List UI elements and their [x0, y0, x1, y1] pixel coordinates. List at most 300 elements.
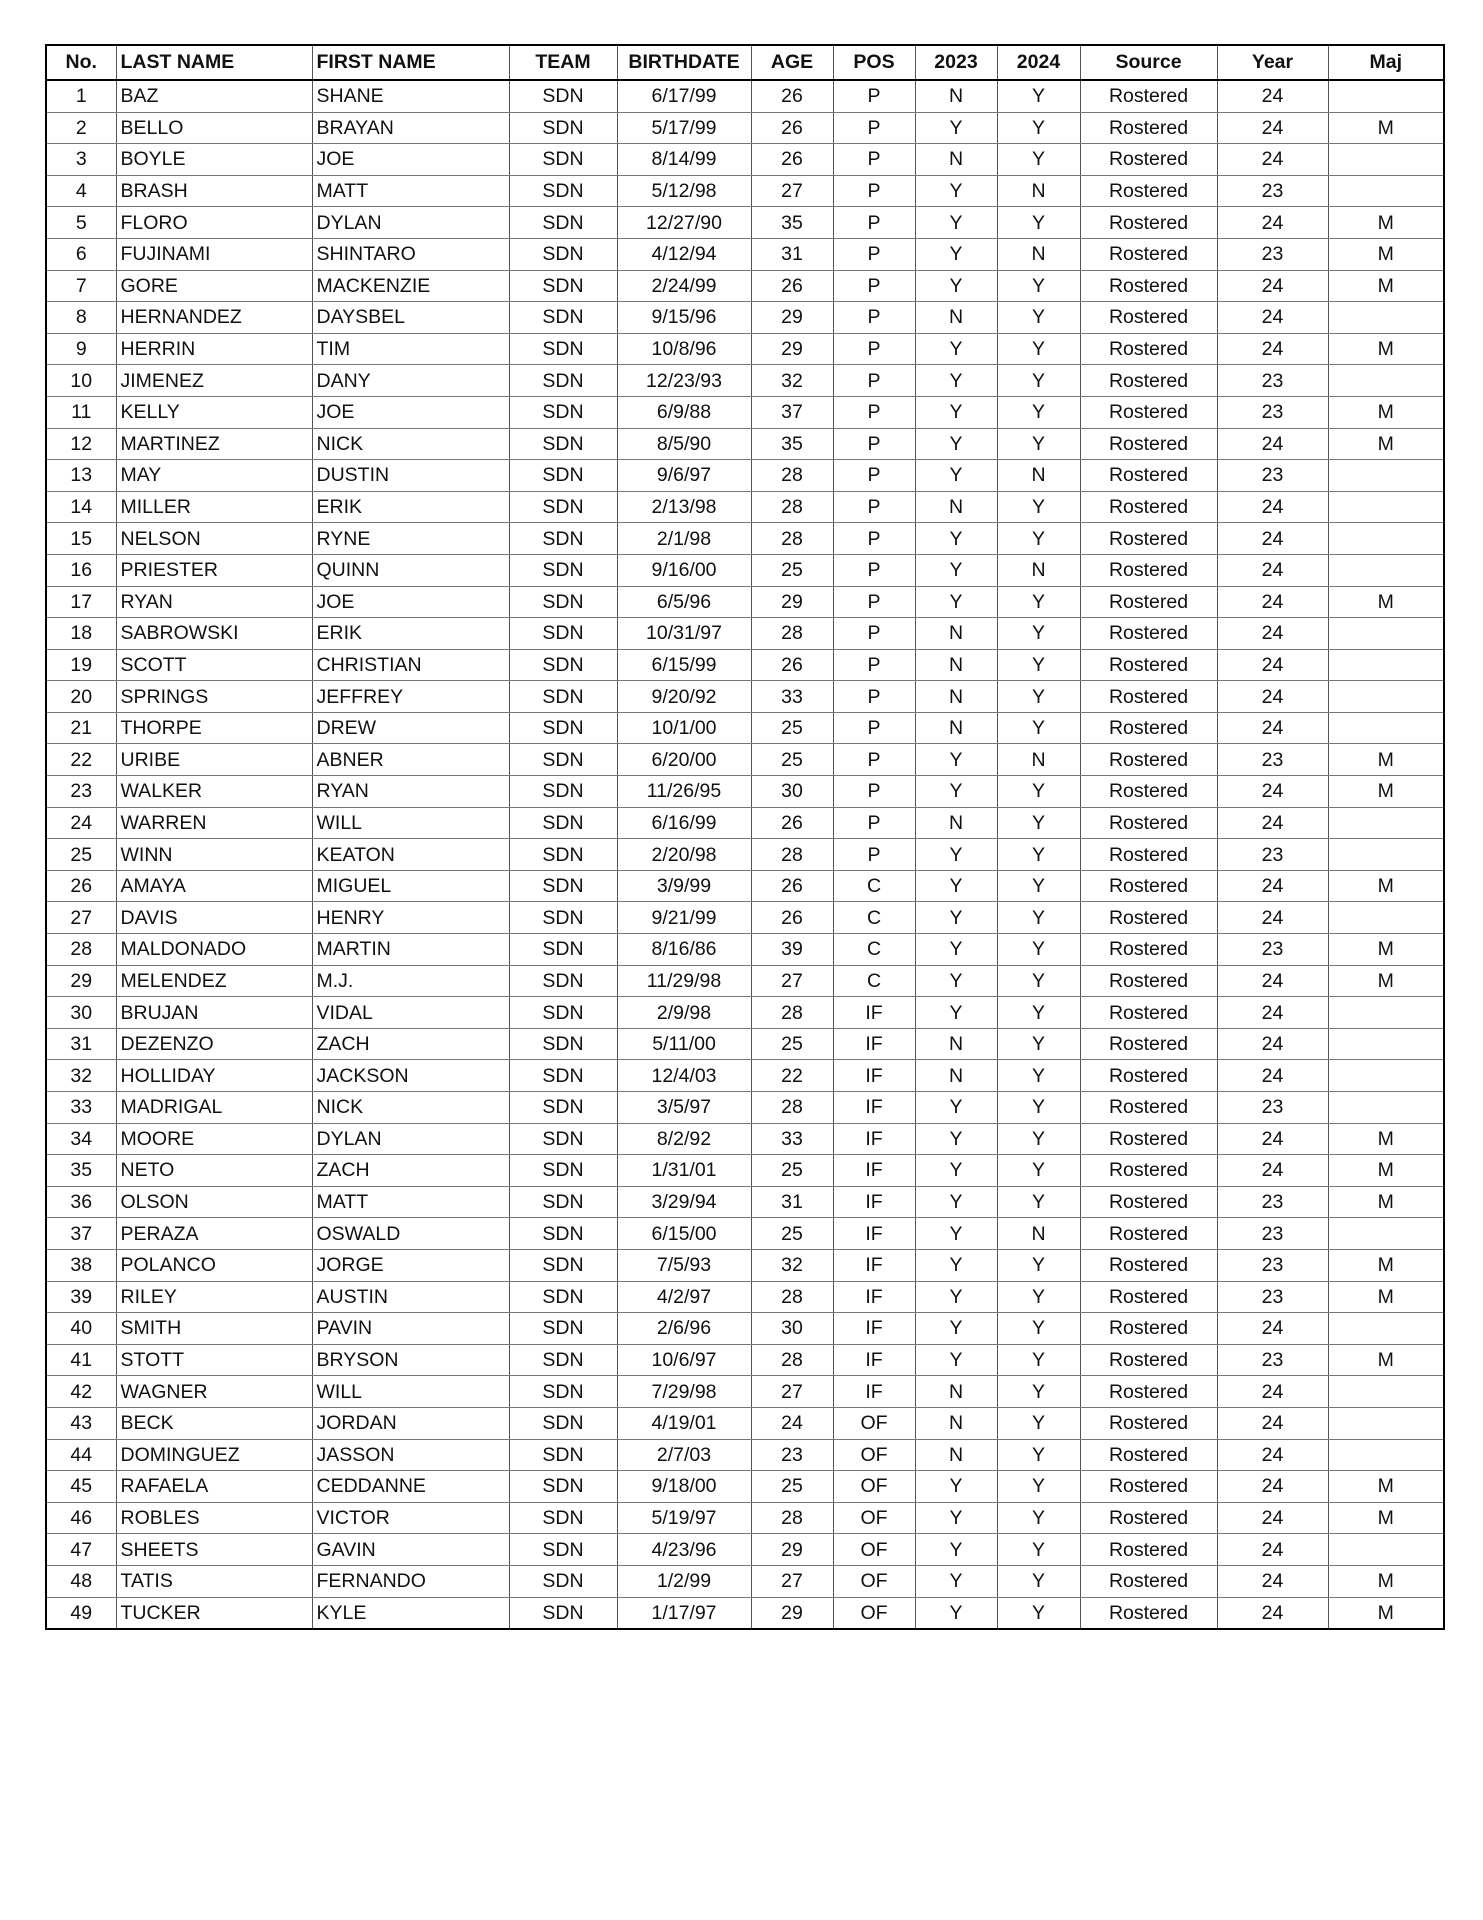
cell-birthdate: 6/16/99	[617, 807, 751, 839]
cell-no: 34	[46, 1123, 116, 1155]
cell-2024: Y	[997, 807, 1080, 839]
cell-first-name: DYLAN	[312, 1123, 509, 1155]
table-row	[46, 902, 1444, 934]
cell-team: SDN	[509, 902, 617, 934]
cell-team: SDN	[509, 1281, 617, 1313]
cell-last-name: STOTT	[116, 1344, 312, 1376]
cell-last-name: SPRINGS	[116, 681, 312, 713]
cell-source: Rostered	[1080, 428, 1217, 460]
cell-pos: P	[833, 112, 915, 144]
table-row	[46, 460, 1444, 492]
cell-2023: Y	[915, 270, 997, 302]
cell-2023: Y	[915, 207, 997, 239]
cell-year: 23	[1217, 365, 1328, 397]
cell-last-name: HOLLIDAY	[116, 1060, 312, 1092]
cell-pos: P	[833, 712, 915, 744]
cell-first-name: JACKSON	[312, 1060, 509, 1092]
cell-age: 25	[751, 1155, 833, 1187]
cell-no: 37	[46, 1218, 116, 1250]
cell-team: SDN	[509, 112, 617, 144]
cell-no: 21	[46, 712, 116, 744]
cell-first-name: MATT	[312, 1186, 509, 1218]
cell-source: Rostered	[1080, 934, 1217, 966]
cell-first-name: RYNE	[312, 523, 509, 555]
cell-2023: Y	[915, 1218, 997, 1250]
cell-source: Rostered	[1080, 1471, 1217, 1503]
cell-first-name: MACKENZIE	[312, 270, 509, 302]
cell-first-name: ERIK	[312, 491, 509, 523]
cell-team: SDN	[509, 428, 617, 460]
cell-no: 45	[46, 1471, 116, 1503]
cell-age: 31	[751, 238, 833, 270]
cell-pos: P	[833, 649, 915, 681]
col-header-maj: Maj	[1328, 45, 1444, 80]
cell-source: Rostered	[1080, 870, 1217, 902]
cell-first-name: WILL	[312, 1376, 509, 1408]
cell-2023: Y	[915, 744, 997, 776]
cell-age: 26	[751, 144, 833, 176]
cell-birthdate: 10/8/96	[617, 333, 751, 365]
cell-pos: IF	[833, 1060, 915, 1092]
cell-maj: M	[1328, 238, 1444, 270]
cell-2024: Y	[997, 934, 1080, 966]
table-row	[46, 1155, 1444, 1187]
cell-pos: IF	[833, 1281, 915, 1313]
cell-2024: N	[997, 175, 1080, 207]
cell-age: 29	[751, 302, 833, 334]
cell-team: SDN	[509, 1597, 617, 1629]
cell-birthdate: 8/14/99	[617, 144, 751, 176]
cell-first-name: CHRISTIAN	[312, 649, 509, 681]
table-row	[46, 112, 1444, 144]
cell-last-name: BECK	[116, 1407, 312, 1439]
cell-2024: Y	[997, 1471, 1080, 1503]
cell-last-name: GORE	[116, 270, 312, 302]
col-header-first-name: FIRST NAME	[312, 45, 509, 80]
cell-source: Rostered	[1080, 112, 1217, 144]
cell-2024: Y	[997, 1502, 1080, 1534]
cell-age: 28	[751, 997, 833, 1029]
cell-maj	[1328, 523, 1444, 555]
cell-year: 24	[1217, 1471, 1328, 1503]
table-row	[46, 270, 1444, 302]
table-row	[46, 586, 1444, 618]
cell-maj: M	[1328, 1281, 1444, 1313]
cell-2024: Y	[997, 839, 1080, 871]
cell-maj: M	[1328, 396, 1444, 428]
table-row	[46, 302, 1444, 334]
cell-pos: P	[833, 618, 915, 650]
cell-source: Rostered	[1080, 1028, 1217, 1060]
col-header-year: Year	[1217, 45, 1328, 80]
cell-source: Rostered	[1080, 175, 1217, 207]
cell-year: 24	[1217, 776, 1328, 808]
cell-year: 23	[1217, 1092, 1328, 1124]
cell-maj	[1328, 1407, 1444, 1439]
cell-age: 26	[751, 807, 833, 839]
cell-age: 29	[751, 1597, 833, 1629]
cell-team: SDN	[509, 554, 617, 586]
cell-pos: C	[833, 934, 915, 966]
cell-year: 24	[1217, 870, 1328, 902]
cell-2023: Y	[915, 1597, 997, 1629]
cell-first-name: PAVIN	[312, 1313, 509, 1345]
cell-source: Rostered	[1080, 302, 1217, 334]
cell-first-name: ZACH	[312, 1028, 509, 1060]
cell-no: 15	[46, 523, 116, 555]
cell-birthdate: 11/26/95	[617, 776, 751, 808]
table-row	[46, 175, 1444, 207]
cell-2023: Y	[915, 460, 997, 492]
cell-last-name: THORPE	[116, 712, 312, 744]
cell-last-name: ROBLES	[116, 1502, 312, 1534]
cell-2024: Y	[997, 365, 1080, 397]
cell-2023: N	[915, 1407, 997, 1439]
cell-no: 25	[46, 839, 116, 871]
cell-first-name: BRAYAN	[312, 112, 509, 144]
cell-team: SDN	[509, 238, 617, 270]
cell-last-name: SABROWSKI	[116, 618, 312, 650]
cell-2023: Y	[915, 1471, 997, 1503]
cell-first-name: NICK	[312, 428, 509, 460]
cell-maj: M	[1328, 586, 1444, 618]
cell-team: SDN	[509, 712, 617, 744]
cell-birthdate: 7/29/98	[617, 1376, 751, 1408]
cell-birthdate: 1/2/99	[617, 1565, 751, 1597]
table-row	[46, 396, 1444, 428]
cell-first-name: BRYSON	[312, 1344, 509, 1376]
cell-maj	[1328, 1092, 1444, 1124]
cell-year: 24	[1217, 807, 1328, 839]
cell-birthdate: 6/9/88	[617, 396, 751, 428]
cell-team: SDN	[509, 1028, 617, 1060]
cell-2023: Y	[915, 586, 997, 618]
cell-2024: Y	[997, 1376, 1080, 1408]
cell-source: Rostered	[1080, 807, 1217, 839]
cell-source: Rostered	[1080, 1186, 1217, 1218]
cell-2023: Y	[915, 1565, 997, 1597]
cell-first-name: JORDAN	[312, 1407, 509, 1439]
table-row	[46, 1565, 1444, 1597]
cell-birthdate: 9/20/92	[617, 681, 751, 713]
table-row	[46, 1407, 1444, 1439]
cell-last-name: MOORE	[116, 1123, 312, 1155]
cell-no: 43	[46, 1407, 116, 1439]
cell-last-name: AMAYA	[116, 870, 312, 902]
cell-last-name: MAY	[116, 460, 312, 492]
cell-year: 24	[1217, 207, 1328, 239]
cell-last-name: DAVIS	[116, 902, 312, 934]
cell-no: 38	[46, 1249, 116, 1281]
cell-2024: Y	[997, 1313, 1080, 1345]
cell-pos: P	[833, 302, 915, 334]
cell-age: 28	[751, 491, 833, 523]
cell-maj	[1328, 460, 1444, 492]
cell-no: 46	[46, 1502, 116, 1534]
cell-source: Rostered	[1080, 1597, 1217, 1629]
cell-2024: Y	[997, 1123, 1080, 1155]
cell-birthdate: 9/6/97	[617, 460, 751, 492]
cell-maj: M	[1328, 1249, 1444, 1281]
cell-year: 23	[1217, 744, 1328, 776]
cell-last-name: MADRIGAL	[116, 1092, 312, 1124]
cell-age: 25	[751, 1028, 833, 1060]
cell-year: 24	[1217, 554, 1328, 586]
cell-source: Rostered	[1080, 460, 1217, 492]
cell-year: 24	[1217, 1502, 1328, 1534]
cell-first-name: KYLE	[312, 1597, 509, 1629]
cell-no: 5	[46, 207, 116, 239]
cell-birthdate: 10/6/97	[617, 1344, 751, 1376]
cell-2023: Y	[915, 523, 997, 555]
cell-2024: Y	[997, 681, 1080, 713]
cell-no: 36	[46, 1186, 116, 1218]
cell-source: Rostered	[1080, 681, 1217, 713]
cell-no: 40	[46, 1313, 116, 1345]
cell-first-name: VIDAL	[312, 997, 509, 1029]
cell-last-name: HERRIN	[116, 333, 312, 365]
cell-maj	[1328, 175, 1444, 207]
cell-team: SDN	[509, 934, 617, 966]
cell-last-name: POLANCO	[116, 1249, 312, 1281]
cell-2024: Y	[997, 1281, 1080, 1313]
cell-team: SDN	[509, 302, 617, 334]
cell-pos: IF	[833, 1155, 915, 1187]
cell-source: Rostered	[1080, 965, 1217, 997]
cell-first-name: JOE	[312, 396, 509, 428]
col-header-age: AGE	[751, 45, 833, 80]
cell-pos: P	[833, 839, 915, 871]
cell-birthdate: 9/15/96	[617, 302, 751, 334]
cell-2024: Y	[997, 618, 1080, 650]
cell-no: 44	[46, 1439, 116, 1471]
cell-no: 1	[46, 80, 116, 112]
cell-birthdate: 2/24/99	[617, 270, 751, 302]
cell-age: 29	[751, 1534, 833, 1566]
cell-source: Rostered	[1080, 1565, 1217, 1597]
cell-pos: P	[833, 807, 915, 839]
col-header-pos: POS	[833, 45, 915, 80]
cell-last-name: MELENDEZ	[116, 965, 312, 997]
cell-first-name: MATT	[312, 175, 509, 207]
table-row	[46, 1281, 1444, 1313]
cell-last-name: OLSON	[116, 1186, 312, 1218]
cell-maj: M	[1328, 270, 1444, 302]
cell-2024: Y	[997, 428, 1080, 460]
cell-last-name: KELLY	[116, 396, 312, 428]
cell-birthdate: 6/20/00	[617, 744, 751, 776]
cell-team: SDN	[509, 997, 617, 1029]
cell-birthdate: 2/20/98	[617, 839, 751, 871]
cell-2023: Y	[915, 839, 997, 871]
cell-maj: M	[1328, 1471, 1444, 1503]
cell-first-name: JEFFREY	[312, 681, 509, 713]
cell-last-name: JIMENEZ	[116, 365, 312, 397]
cell-first-name: DUSTIN	[312, 460, 509, 492]
table-row	[46, 1218, 1444, 1250]
cell-year: 24	[1217, 491, 1328, 523]
cell-no: 14	[46, 491, 116, 523]
cell-no: 48	[46, 1565, 116, 1597]
cell-first-name: WILL	[312, 807, 509, 839]
cell-no: 39	[46, 1281, 116, 1313]
cell-pos: IF	[833, 1123, 915, 1155]
cell-last-name: BRUJAN	[116, 997, 312, 1029]
table-row	[46, 1123, 1444, 1155]
cell-team: SDN	[509, 523, 617, 555]
cell-maj: M	[1328, 870, 1444, 902]
cell-team: SDN	[509, 1155, 617, 1187]
cell-birthdate: 4/2/97	[617, 1281, 751, 1313]
cell-year: 23	[1217, 238, 1328, 270]
col-header-2023: 2023	[915, 45, 997, 80]
cell-no: 20	[46, 681, 116, 713]
cell-pos: P	[833, 523, 915, 555]
cell-no: 7	[46, 270, 116, 302]
cell-birthdate: 6/17/99	[617, 80, 751, 112]
cell-source: Rostered	[1080, 776, 1217, 808]
cell-2024: Y	[997, 112, 1080, 144]
cell-year: 24	[1217, 1597, 1328, 1629]
cell-birthdate: 9/18/00	[617, 1471, 751, 1503]
cell-maj	[1328, 902, 1444, 934]
cell-pos: OF	[833, 1471, 915, 1503]
cell-year: 24	[1217, 80, 1328, 112]
cell-first-name: KEATON	[312, 839, 509, 871]
cell-pos: C	[833, 902, 915, 934]
cell-maj	[1328, 839, 1444, 871]
cell-year: 24	[1217, 712, 1328, 744]
cell-source: Rostered	[1080, 586, 1217, 618]
cell-pos: P	[833, 744, 915, 776]
cell-pos: P	[833, 586, 915, 618]
cell-2023: N	[915, 491, 997, 523]
cell-year: 24	[1217, 1439, 1328, 1471]
cell-birthdate: 1/17/97	[617, 1597, 751, 1629]
cell-pos: P	[833, 491, 915, 523]
cell-no: 17	[46, 586, 116, 618]
cell-year: 24	[1217, 270, 1328, 302]
cell-last-name: TUCKER	[116, 1597, 312, 1629]
cell-age: 30	[751, 776, 833, 808]
cell-team: SDN	[509, 1471, 617, 1503]
cell-last-name: WINN	[116, 839, 312, 871]
table-row	[46, 681, 1444, 713]
cell-team: SDN	[509, 839, 617, 871]
cell-last-name: RILEY	[116, 1281, 312, 1313]
table-row	[46, 1186, 1444, 1218]
cell-last-name: MILLER	[116, 491, 312, 523]
cell-no: 33	[46, 1092, 116, 1124]
roster-table	[45, 44, 1445, 1630]
cell-2024: Y	[997, 712, 1080, 744]
cell-no: 35	[46, 1155, 116, 1187]
cell-2023: Y	[915, 333, 997, 365]
cell-year: 24	[1217, 1123, 1328, 1155]
cell-team: SDN	[509, 1502, 617, 1534]
cell-maj	[1328, 491, 1444, 523]
cell-pos: P	[833, 238, 915, 270]
cell-2023: Y	[915, 365, 997, 397]
cell-source: Rostered	[1080, 1218, 1217, 1250]
cell-maj: M	[1328, 1123, 1444, 1155]
cell-age: 26	[751, 270, 833, 302]
cell-age: 39	[751, 934, 833, 966]
cell-age: 27	[751, 965, 833, 997]
cell-maj	[1328, 997, 1444, 1029]
cell-first-name: HENRY	[312, 902, 509, 934]
cell-source: Rostered	[1080, 554, 1217, 586]
cell-first-name: AUSTIN	[312, 1281, 509, 1313]
cell-2023: Y	[915, 902, 997, 934]
cell-team: SDN	[509, 807, 617, 839]
cell-team: SDN	[509, 1344, 617, 1376]
col-header-source: Source	[1080, 45, 1217, 80]
cell-first-name: M.J.	[312, 965, 509, 997]
cell-no: 13	[46, 460, 116, 492]
cell-maj	[1328, 649, 1444, 681]
table-row	[46, 491, 1444, 523]
cell-2024: Y	[997, 144, 1080, 176]
cell-maj	[1328, 80, 1444, 112]
cell-first-name: JOE	[312, 586, 509, 618]
cell-age: 28	[751, 839, 833, 871]
cell-source: Rostered	[1080, 712, 1217, 744]
cell-2024: N	[997, 1218, 1080, 1250]
cell-pos: IF	[833, 1313, 915, 1345]
cell-no: 30	[46, 997, 116, 1029]
cell-age: 30	[751, 1313, 833, 1345]
cell-no: 4	[46, 175, 116, 207]
cell-birthdate: 5/12/98	[617, 175, 751, 207]
table-row	[46, 1028, 1444, 1060]
cell-pos: C	[833, 870, 915, 902]
cell-first-name: ABNER	[312, 744, 509, 776]
cell-no: 16	[46, 554, 116, 586]
cell-age: 25	[751, 1471, 833, 1503]
cell-first-name: JASSON	[312, 1439, 509, 1471]
cell-team: SDN	[509, 649, 617, 681]
cell-pos: OF	[833, 1439, 915, 1471]
table-row	[46, 1597, 1444, 1629]
cell-last-name: HERNANDEZ	[116, 302, 312, 334]
cell-2024: Y	[997, 1092, 1080, 1124]
cell-2024: Y	[997, 1344, 1080, 1376]
table-row	[46, 1249, 1444, 1281]
cell-no: 9	[46, 333, 116, 365]
cell-last-name: SMITH	[116, 1313, 312, 1345]
cell-2023: Y	[915, 997, 997, 1029]
cell-team: SDN	[509, 365, 617, 397]
cell-2023: Y	[915, 1123, 997, 1155]
cell-first-name: SHANE	[312, 80, 509, 112]
cell-source: Rostered	[1080, 1502, 1217, 1534]
cell-birthdate: 2/9/98	[617, 997, 751, 1029]
cell-last-name: RAFAELA	[116, 1471, 312, 1503]
cell-year: 23	[1217, 1249, 1328, 1281]
cell-year: 24	[1217, 302, 1328, 334]
cell-age: 28	[751, 1344, 833, 1376]
cell-2024: Y	[997, 523, 1080, 555]
cell-source: Rostered	[1080, 1376, 1217, 1408]
cell-2023: N	[915, 1439, 997, 1471]
cell-age: 26	[751, 112, 833, 144]
cell-no: 31	[46, 1028, 116, 1060]
cell-maj	[1328, 554, 1444, 586]
cell-birthdate: 9/16/00	[617, 554, 751, 586]
cell-age: 32	[751, 365, 833, 397]
cell-maj	[1328, 807, 1444, 839]
